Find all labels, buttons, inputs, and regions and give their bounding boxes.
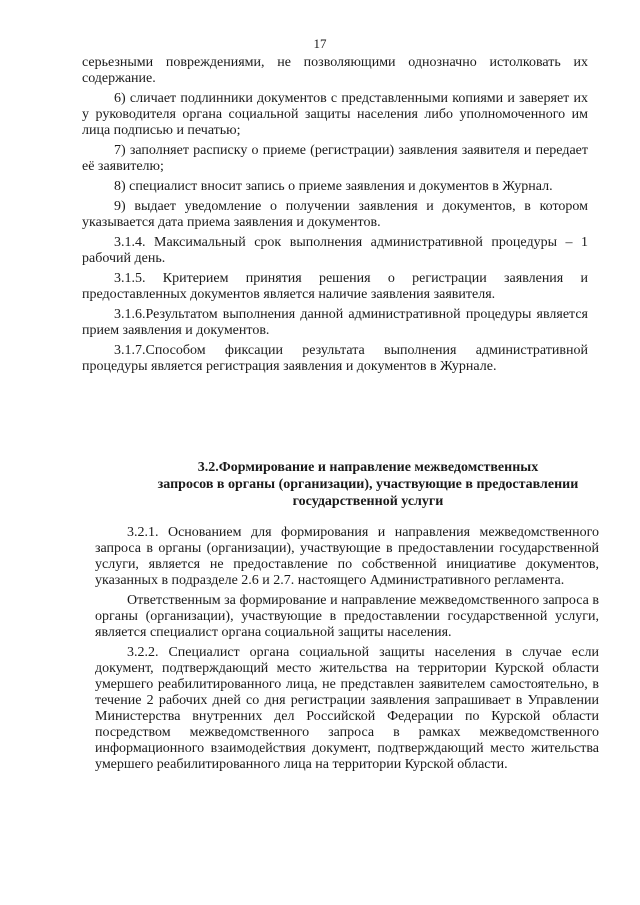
paragraph-item-8: 8) специалист вносит запись о приеме заявления и документов в Журнал.	[114, 179, 553, 194]
paragraph-3-1-5: 3.1.5. Критерием принятия решения о регистрации заявления и предоставленных документов является наличие заявления заявителя.	[82, 271, 588, 302]
paragraph-3-2-1: 3.2.1. Основанием для формирования и направления межведомственного запроса в органы (организации), участвующие в предоставлении государственной услуги, является не предоставление по собственной инициативе документов, указанных в подразделе 2.6 и 2.7. настоящего Административного регламента.	[95, 525, 599, 588]
heading-line-1: 3.2.Формирование и направление межведомственных	[197, 460, 539, 475]
section-heading	[120, 459, 616, 510]
paragraph-3-1-6: 3.1.6.Результатом выполнения данной административной процедуры является прием заявления и документов.	[82, 307, 588, 338]
heading-line-3: государственной услуги	[292, 494, 444, 509]
section-text-block	[95, 525, 599, 773]
paragraph-item-9: 9) выдает уведомление о получении заявления и документов, в котором указывается дата приема заявления и документов.	[82, 199, 588, 230]
page-number: 17	[313, 36, 327, 51]
paragraph-3-1-7: 3.1.7.Способом фиксации результата выполнения административной процедуры является регистрация заявления и документов в Журнале.	[82, 343, 588, 374]
paragraph-item-7: 7) заполняет расписку о приеме (регистрации) заявления заявителя и передает её заявителю;	[82, 143, 588, 174]
paragraph-3-1-4: 3.1.4. Максимальный срок выполнения административной процедуры – 1 рабочий день.	[82, 235, 588, 266]
paragraph-responsible: Ответственным за формирование и направление межведомственного запроса в органы (организации), участвующие в предоставлении государственной услуги, является специалист органа социальной защиты населения.	[95, 593, 599, 640]
heading-line-2: запросов в органы (организации), участвующие в предоставлении	[157, 477, 579, 492]
top-text-block	[82, 55, 588, 375]
paragraph-continuation: серьезными повреждениями, не позволяющими однозначно истолковать их содержание.	[82, 55, 588, 86]
paragraph-item-6: 6) сличает подлинники документов с представленными копиями и заверяет их у руководителя органа социальной защиты населения либо уполномоченного им лица подписью и печатью;	[82, 91, 588, 138]
paragraph-3-2-2: 3.2.2. Специалист органа социальной защиты населения в случае если документ, подтверждающий место жительства на территории Курской области умершего реабилитированного лица, не представлен заявителем самостоятельно, в течение 2 рабочих дней со дня регистрации заявления запрашивает в Управлении Министерства внутренних дел Российской Федерации по Курской области посредством межведомственного запроса в рамках межведомственного информационного взаимодействия документ, подтверждающий место жительства умершего реабилитированного лица на территории Курской области.	[95, 645, 599, 772]
